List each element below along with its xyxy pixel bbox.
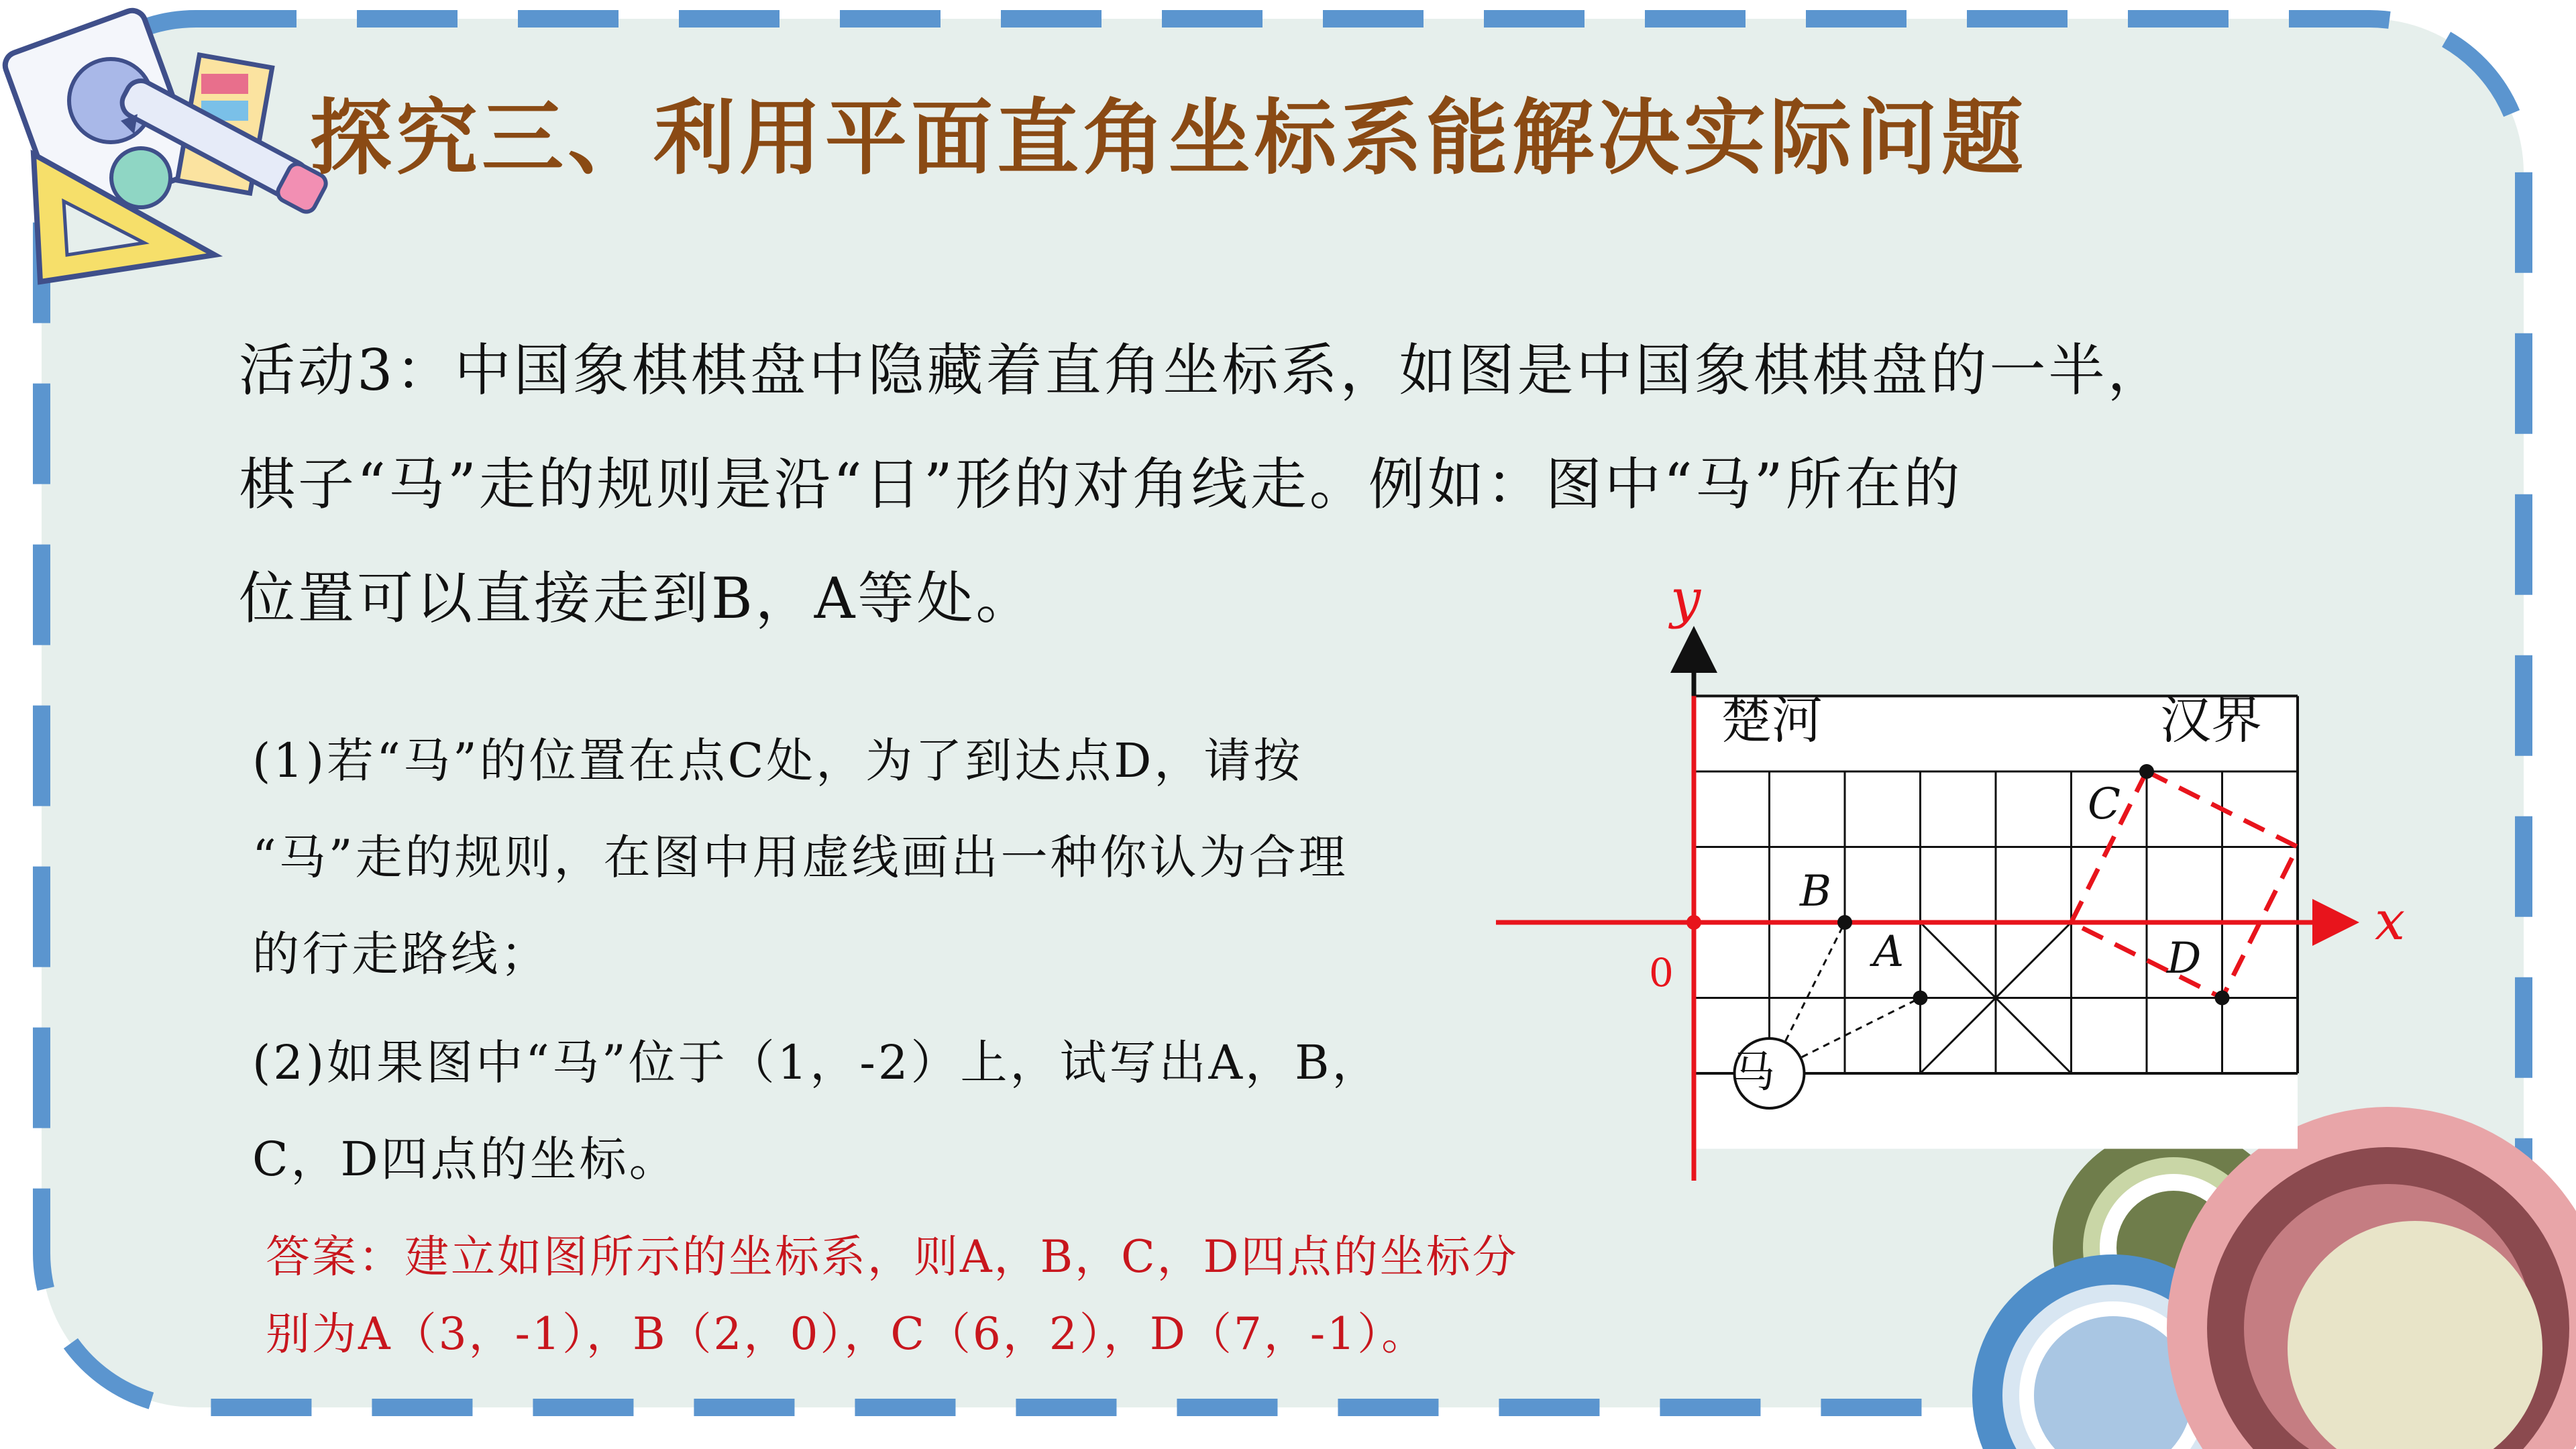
origin-label: 0 [1649, 950, 1674, 996]
horse-piece-label: 马 [1732, 1048, 1775, 1097]
axis-x-label: x [2375, 890, 2406, 952]
answer-line-1: 答案：建立如图所示的坐标系，则A，B，C，D四点的坐标分 [266, 1231, 1519, 1283]
point-label-a: A [1873, 927, 1904, 977]
point-a [1913, 991, 1928, 1006]
point-b [1837, 915, 1852, 930]
question-1-line-1: (1)若“马”的位置在点C处，为了到达点D，请按 [252, 733, 1303, 788]
question-2-line-1: (2)如果图中“马”位于（1，-2）上，试写出A，B， [252, 1035, 1382, 1090]
origin-point [1686, 915, 1701, 930]
chessboard-diagram [1489, 577, 2442, 1194]
question-1-line-2: “马”走的规则，在图中用虚线画出一种你认为合理 [252, 830, 1348, 885]
stationery-decoration-icon [0, 0, 349, 309]
point-label-d: D [2167, 934, 2202, 983]
point-label-b: B [1800, 867, 1832, 916]
river-left-label: 楚河 [1721, 690, 1823, 750]
answer-line-2: 别为A（3，-1），B（2，0），C（6，2），D（7，-1）。 [266, 1308, 1428, 1360]
activity-line-1: 活动3：中国象棋棋盘中隐藏着直角坐标系，如图是中国象棋棋盘的一半， [239, 337, 2167, 403]
point-label-c: C [2088, 780, 2121, 829]
axis-y-label: y [1670, 577, 1701, 630]
activity-line-2: 棋子“马”走的规则是沿“日”形的对角线走。例如：图中“马”所在的 [239, 451, 1963, 517]
page-title: 探究三、利用平面直角坐标系能解决实际问题 [310, 89, 2027, 186]
question-1-line-3: 的行走路线； [252, 926, 550, 981]
point-c [2139, 764, 2154, 779]
point-d [2215, 991, 2230, 1006]
river-right-label: 汉界 [2160, 690, 2262, 750]
question-2-line-2: C，D四点的坐标。 [252, 1132, 679, 1187]
activity-line-3: 位置可以直接走到B，A等处。 [239, 566, 1035, 631]
